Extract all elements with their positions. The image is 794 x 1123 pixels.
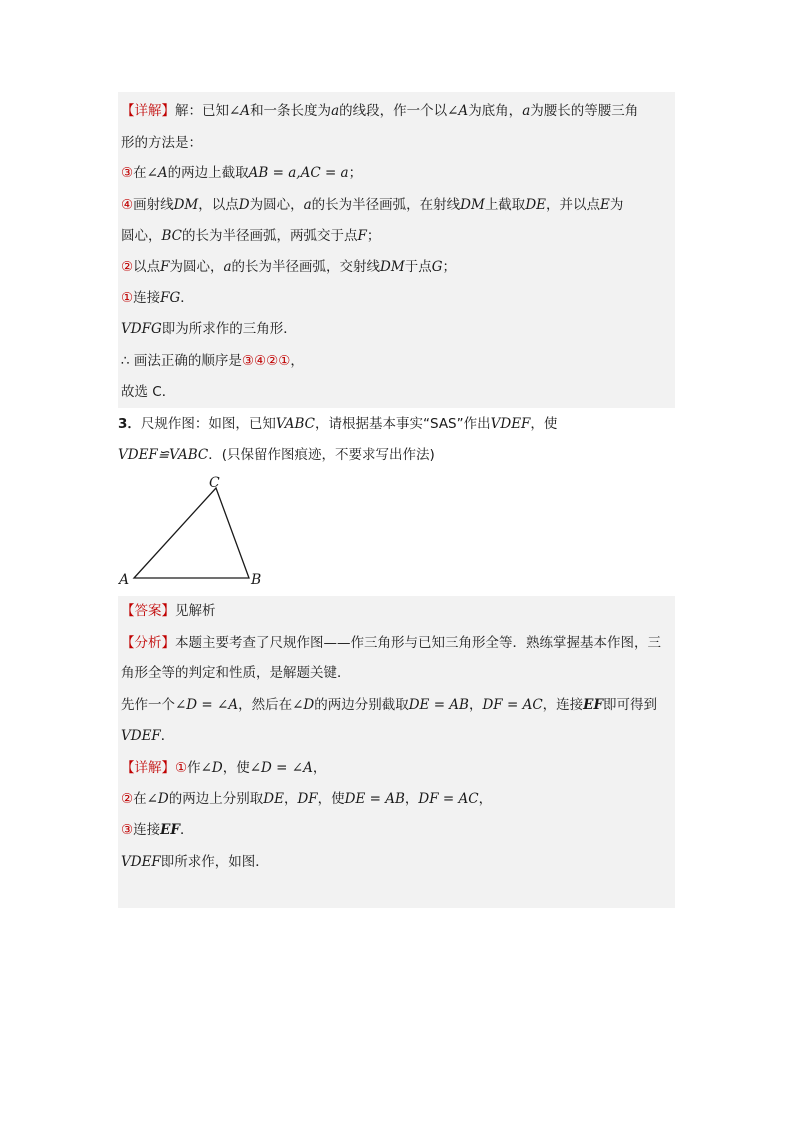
vertex-label-a: A <box>119 572 130 588</box>
vertex-label-c: C <box>209 475 220 491</box>
text-line: 【详解】解：已知∠A和一条长度为a的线段，作一个以∠A为底角，a为腰长的等腰三角 <box>121 103 639 119</box>
text-line: ∴ 画法正确的顺序是③④②①， <box>121 353 304 369</box>
text-line: ④画射线DM，以点D为圆心，a的长为半径画弧，在射线DM上截取DE，并以点E为 <box>121 197 624 213</box>
vertex-label-b: B <box>251 572 262 588</box>
text-line: ②以点F为圆心，a的长为半径画弧，交射线DM于点G； <box>121 259 456 275</box>
solution-block-1 <box>118 92 675 408</box>
text-line: 故选 C． <box>121 384 176 400</box>
text-line: 【详解】①作∠D，使∠D = ∠A， <box>121 760 327 776</box>
text-line: ③连接EF． <box>121 822 194 838</box>
text-line: ③在∠A的两边上截取AB = a,AC = a； <box>121 165 363 181</box>
text-line: 【分析】本题主要考查了尺规作图——作三角形与已知三角形全等．熟练掌握基本作图，三 <box>121 635 661 651</box>
question-line: 3．尺规作图：如图，已知VABC，请根据基本事实“SAS”作出VDEF，使 <box>118 416 558 432</box>
text-line: 圆心，BC的长为半径画弧，两弧交于点F； <box>121 228 381 244</box>
text-line: VDEF即所求作，如图． <box>121 854 269 870</box>
triangle-figure <box>116 472 266 590</box>
text-line: 先作一个∠D = ∠A，然后在∠D的两边分别截取DE = AB，DF = AC，连接EF即可得到 <box>121 697 658 713</box>
triangle-abc <box>134 488 249 578</box>
text-line: 形的方法是： <box>121 135 202 151</box>
text-line: 角形全等的判定和性质，是解题关键． <box>121 665 351 681</box>
text-line: 【答案】见解析 <box>121 603 216 619</box>
text-line: ①连接FG． <box>121 290 194 306</box>
question-line: VDEF≌VABC．(只保留作图痕迹，不要求写出作法) <box>118 447 435 463</box>
text-line: VDFG即为所求作的三角形． <box>121 321 297 337</box>
solution-block-2 <box>118 596 675 908</box>
text-line: ②在∠D的两边上分别取DE，DF，使DE = AB，DF = AC， <box>121 791 493 807</box>
text-line: VDEF． <box>121 728 175 744</box>
